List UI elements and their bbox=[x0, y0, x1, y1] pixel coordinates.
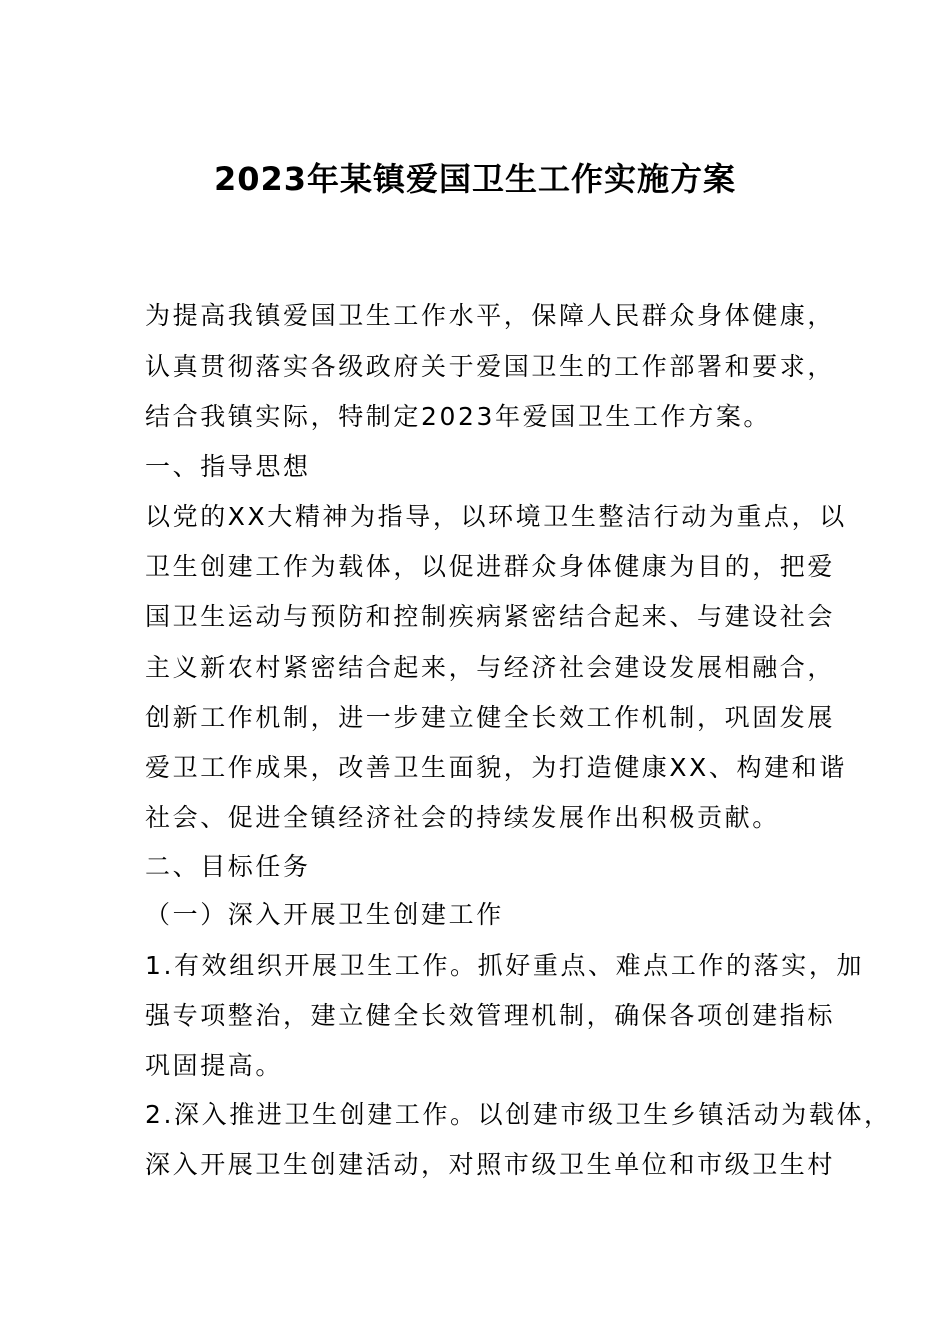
text-line: 创新工作机制，进一步建立健全长效工作机制，巩固发展 bbox=[145, 703, 836, 732]
text-line: 认真贯彻落实各级政府关于爱国卫生的工作部署和要求， bbox=[145, 352, 836, 381]
text-line: 强专项整治，建立健全长效管理机制，确保各项创建指标 bbox=[145, 1001, 836, 1030]
text-line: 爱卫工作成果，改善卫生面貌，为打造健康XX、构建和谐 bbox=[145, 753, 847, 782]
text-line: 巩固提高。 bbox=[145, 1051, 284, 1080]
document-title: 2023年某镇爱国卫生工作实施方案 bbox=[213, 160, 737, 198]
section-heading: 一、指导思想 bbox=[145, 452, 311, 481]
subsection-heading: （一）深入开展卫生创建工作 bbox=[145, 900, 504, 929]
text-line: 1.有效组织开展卫生工作。抓好重点、难点工作的落实，加 bbox=[145, 951, 865, 980]
text-line: 卫生创建工作为载体，以促进群众身体健康为目的，把爱 bbox=[145, 552, 836, 581]
text-line: 深入开展卫生创建活动，对照市级卫生单位和市级卫生村 bbox=[145, 1150, 836, 1179]
text-line: 国卫生运动与预防和控制疾病紧密结合起来、与建设社会 bbox=[145, 602, 836, 631]
section-heading: 二、目标任务 bbox=[145, 852, 311, 881]
text-line: 结合我镇实际，特制定2023年爱国卫生工作方案。 bbox=[145, 402, 772, 431]
text-line: 以党的XX大精神为指导，以环境卫生整洁行动为重点，以 bbox=[145, 502, 847, 531]
text-line: 主义新农村紧密结合起来，与经济社会建设发展相融合， bbox=[145, 653, 836, 682]
text-line: 为提高我镇爱国卫生工作水平，保障人民群众身体健康， bbox=[145, 301, 836, 330]
text-line: 社会、促进全镇经济社会的持续发展作出积极贡献。 bbox=[145, 803, 780, 832]
text-line: 2.深入推进卫生创建工作。以创建市级卫生乡镇活动为载体， bbox=[145, 1100, 892, 1129]
